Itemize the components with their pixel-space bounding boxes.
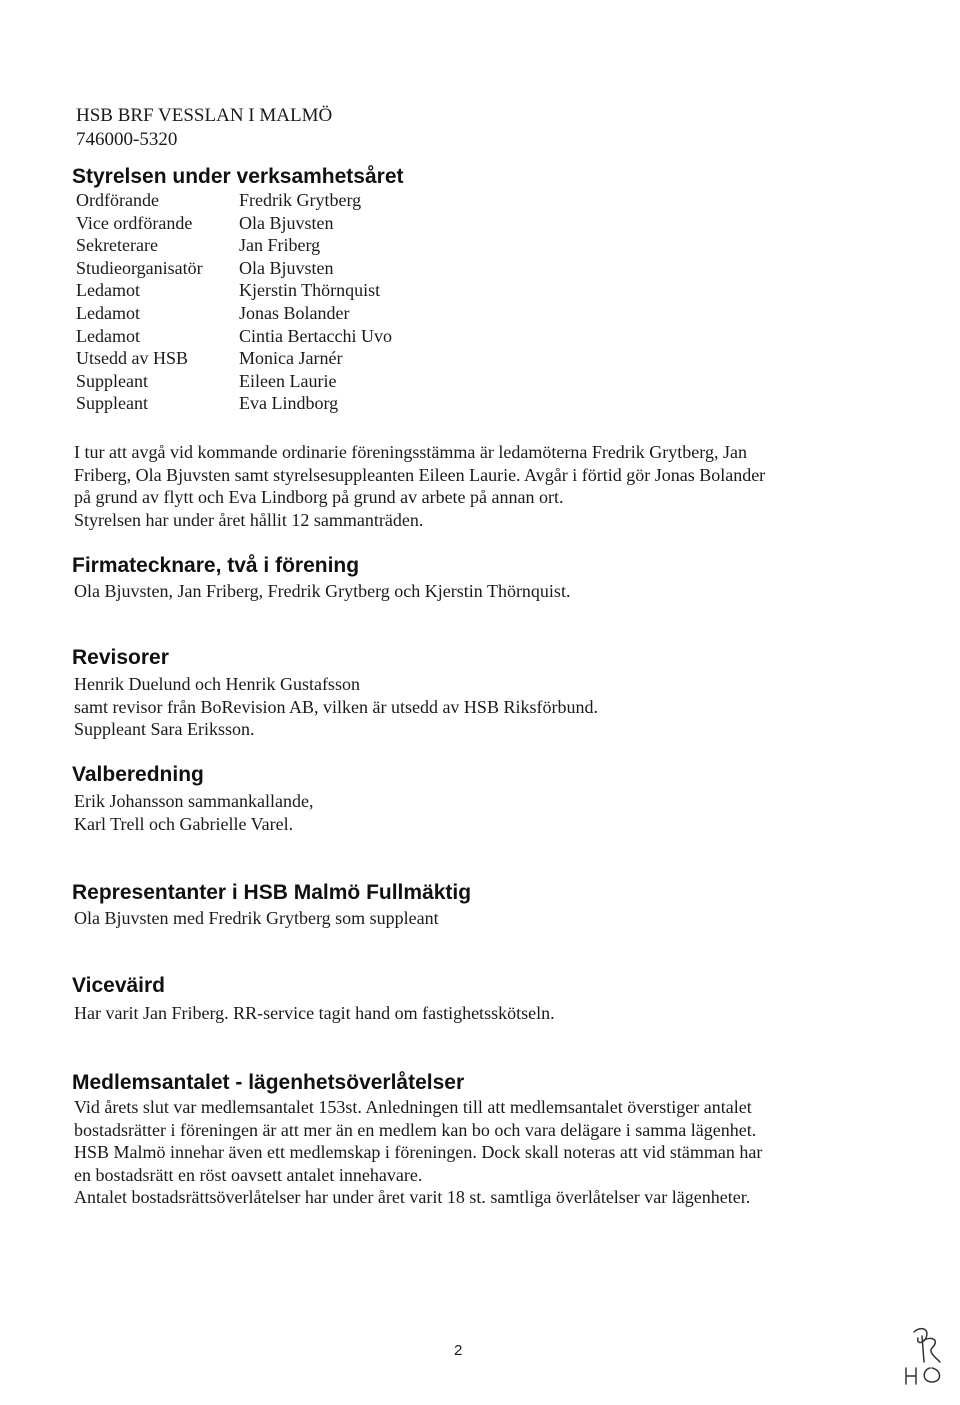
paragraph-line: Styrelsen har under året hållit 12 sammanträden. [74, 509, 424, 530]
nomination-heading: Valberedning [72, 763, 204, 786]
member-name: Cintia Bertacchi Uvo [239, 325, 392, 346]
member-role: Ordförande [76, 190, 159, 210]
paragraph-line: Erik Johansson sammankallande, [74, 791, 314, 811]
paragraph-line: Antalet bostadsrättsöverlåtelser har under året varit 18 st. samtliga överlåtelser var lägenheter. [74, 1187, 751, 1207]
board-members-list [76, 189, 392, 415]
paragraph-line: Friberg, Ola Bjuvsten samt styrelsesuppleanten Eileen Laurie. Avgår i förtid gör Jonas Bolander [74, 464, 766, 485]
signatories-heading: Firmatecknare, två i förening [72, 554, 360, 577]
board-member-row [76, 302, 392, 325]
board-member-row [76, 212, 392, 235]
member-name: Kjerstin Thörnquist [239, 280, 381, 301]
page-number: 2 [454, 1342, 463, 1359]
board-member-row [76, 325, 392, 348]
member-role: Utsedd av HSB [76, 348, 188, 369]
member-name: Jonas Bolander [239, 302, 350, 323]
paragraph-line: Har varit Jan Friberg. RR-service tagit hand om fastighetsskötseln. [74, 1003, 555, 1023]
paragraph-line: bostadsrätter i föreningen är att mer än en medlem kan bo och vara delägare i samma lägenhet. [74, 1119, 757, 1140]
member-role: Suppleant [76, 393, 148, 414]
board-member-row [76, 279, 392, 302]
document-header [76, 104, 332, 152]
auditors-heading: Revisorer [72, 646, 169, 669]
caretaker-heading: Viceväird [72, 974, 166, 997]
org-name: HSB BRF VESSLAN I MALMÖ [76, 105, 333, 126]
member-name: Fredrik Grytberg [239, 190, 362, 210]
member-name: Jan Friberg [239, 235, 321, 256]
member-name: Monica Jarnér [239, 348, 343, 369]
member-role: Ledamot [76, 325, 140, 346]
member-name: Eileen Laurie [239, 370, 337, 391]
nomination-text [74, 790, 834, 835]
paragraph-line: Karl Trell och Gabrielle Varel. [74, 813, 294, 834]
paragraph-line: I tur att avgå vid kommande ordinarie föreningsstämma är ledamöterna Fredrik Grytberg, Jan [74, 442, 747, 462]
board-member-row [76, 257, 392, 280]
board-paragraph [74, 441, 834, 531]
paragraph-line: Suppleant Sara Eriksson. [74, 719, 255, 739]
paragraph-line: HSB Malmö innehar även ett medlemskap i föreningen. Dock skall noteras att vid stämman har [74, 1142, 763, 1162]
membership-text [74, 1096, 834, 1209]
member-role: Ledamot [76, 302, 140, 323]
signatories-text [74, 580, 834, 603]
member-role: Ledamot [76, 280, 140, 301]
board-member-row [76, 347, 392, 370]
member-role: Studieorganisatör [76, 257, 203, 278]
board-member-row [76, 234, 392, 257]
representatives-text [74, 907, 834, 930]
member-name: Ola Bjuvsten [239, 212, 334, 233]
representatives-heading: Representanter i HSB Malmö Fullmäktig [72, 881, 472, 904]
member-name: Eva Lindborg [239, 393, 339, 414]
paragraph-line: samt revisor från BoRevision AB, vilken är utsedd av HSB Riksförbund. [74, 696, 598, 717]
paragraph-line: på grund av flytt och Eva Lindborg på grund av arbete på annan ort. [74, 487, 564, 507]
membership-heading: Medlemsantalet - lägenhetsöverlåtelser [72, 1071, 465, 1094]
member-name: Ola Bjuvsten [239, 257, 334, 278]
board-member-row [76, 370, 392, 393]
board-member-row [76, 392, 392, 415]
member-role: Suppleant [76, 370, 148, 391]
handwritten-initials [896, 1318, 956, 1388]
paragraph-line: Vid årets slut var medlemsantalet 153st. Anledningen till att medlemsantalet överstiger antalet [74, 1097, 752, 1117]
auditors-text [74, 673, 834, 741]
paragraph-line: Henrik Duelund och Henrik Gustafsson [74, 674, 360, 694]
board-heading: Styrelsen under verksamhetsåret [72, 165, 404, 188]
paragraph-line: en bostadsrätt en röst oavsett antalet innehavare. [74, 1164, 423, 1185]
member-role: Vice ordförande [76, 212, 193, 233]
board-member-row [76, 189, 392, 212]
paragraph-line: Ola Bjuvsten, Jan Friberg, Fredrik Grytberg och Kjerstin Thörnquist. [74, 581, 571, 601]
org-number: 746000-5320 [76, 129, 178, 150]
paragraph-line: Ola Bjuvsten med Fredrik Grytberg som suppleant [74, 908, 439, 928]
caretaker-text [74, 1002, 834, 1025]
member-role: Sekreterare [76, 235, 158, 256]
